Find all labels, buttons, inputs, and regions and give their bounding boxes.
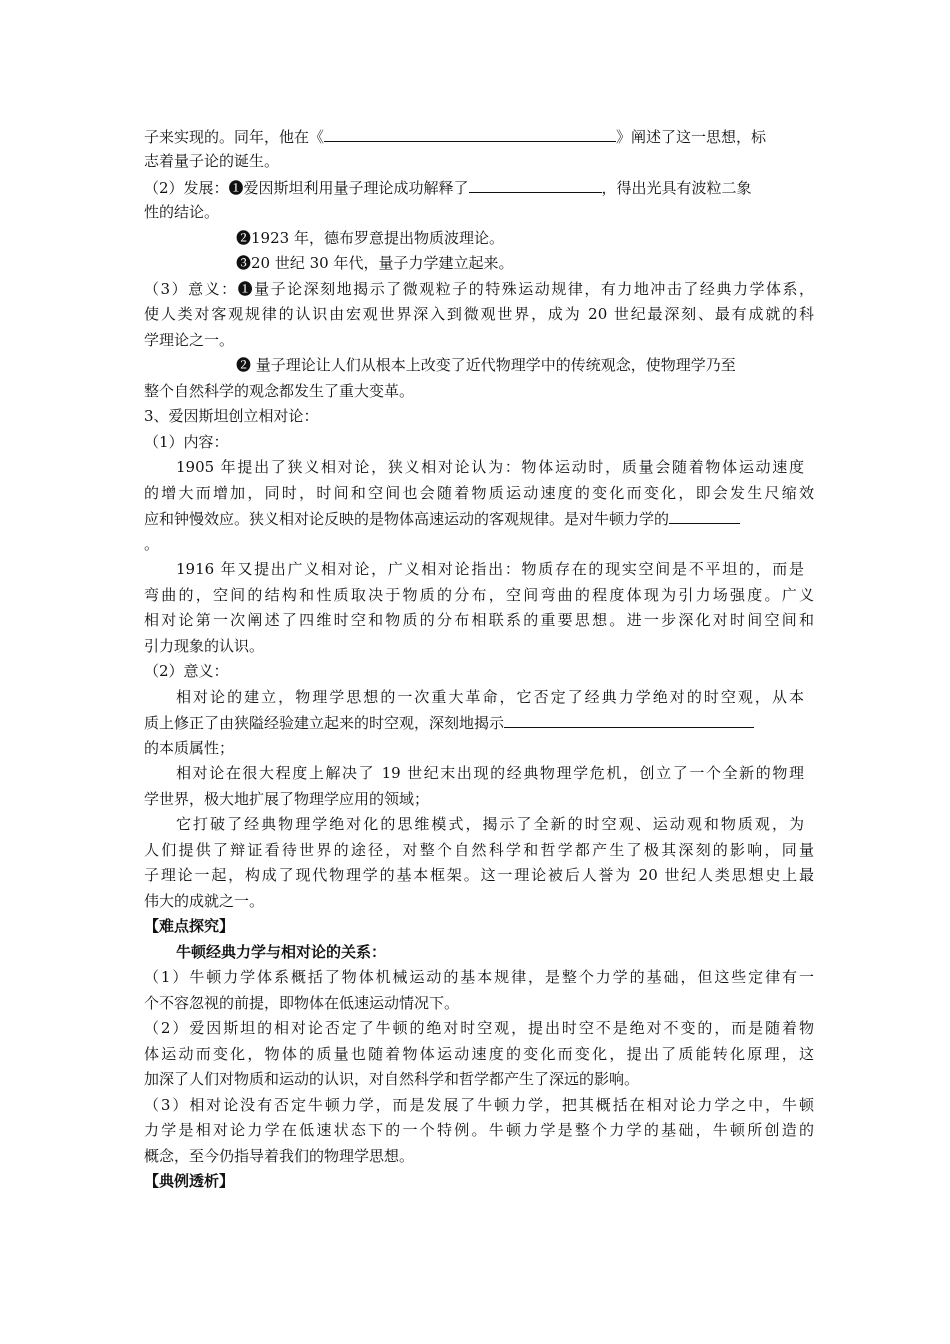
text-line: 的增大而增加，同时，时间和空间也会随着物质运动速度的变化而变化，即会发生尺缩效 — [144, 484, 814, 502]
subsection-heading: 牛顿经典力学与相对论的关系： — [176, 943, 387, 961]
text-line — [144, 506, 814, 530]
text-line: 学世界，极大地扩展了物理学应用的领域； — [144, 790, 430, 808]
text-line: 整个自然科学的观念都发生了重大变革。 — [144, 382, 415, 400]
subsection-heading: （1）内容： — [144, 433, 229, 451]
text-segment: ，得出光具有波粒二象 — [601, 179, 752, 197]
fill-in-blank-paper-title[interactable] — [324, 124, 616, 142]
text-line: 人们提供了辩证看待世界的途径，对整个自然科学和哲学都产生了极其深刻的影响，同量 — [144, 841, 814, 859]
text-line: 。 — [144, 535, 160, 553]
text-line: 1916 年又提出广义相对论，广义相对论指出：物质存在的现实空间是不平坦的，而是 — [176, 560, 804, 578]
text-line: 的本质属性； — [144, 739, 235, 757]
text-line: 相对论第一次阐述了四维时空和物质的分布相联系的重要思想。进一步深化对时间空间和 — [144, 611, 814, 629]
text-line: 伟大的成就之一。 — [144, 892, 265, 910]
text-line: 相对论在很大程度上解决了 19 世纪末出现的经典物理学危机，创立了一个全新的物理 — [176, 764, 804, 782]
text-segment: 子来实现的。同年，他在《 — [144, 128, 325, 146]
text-segment: 应和钟慢效应。狭义相对论反映的是物体高速运动的客观规律。是对牛顿力学的 — [144, 510, 670, 528]
text-line: （2）爱因斯坦的相对论否定了牛顿的绝对时空观，提出时空不是绝对不变的，而是随着物 — [144, 1019, 814, 1037]
text-line: 引力现象的认识。 — [144, 637, 265, 655]
text-line: 它打破了经典物理学绝对化的思维模式，揭示了全新的时空观、运动观和物质观，为 — [176, 815, 804, 833]
text-line: （3）意义：❶量子论深刻地揭示了微观粒子的特殊运动规律，有力地冲击了经典力学体系， — [144, 280, 814, 298]
section-heading: 【典例透析】 — [144, 1172, 235, 1190]
text-line: 使人类对客观规律的认识由宏观世界深入到微观世界，成为 20 世纪最深刻、最有成就的科 — [144, 305, 814, 323]
text-line: 弯曲的，空间的结构和性质取决于物质的分布，空间弯曲的程度体现为引力场强度。广义 — [144, 586, 814, 604]
text-segment: （2）发展：❶爱因斯坦利用量子理论成功解释了 — [144, 179, 469, 197]
text-line: （3）相对论没有否定牛顿力学，而是发展了牛顿力学，把其概括在相对论力学之中，牛顿 — [144, 1096, 814, 1114]
text-line: 个不容忽视的前提，即物体在低速运动情况下。 — [144, 994, 460, 1012]
text-line — [144, 175, 814, 199]
fill-in-blank-photoelectric[interactable] — [469, 175, 602, 193]
text-line — [144, 124, 814, 148]
text-line: ❸20 世纪 30 年代，量子力学建立起来。 — [236, 254, 514, 272]
text-line: 体运动而变化，物体的质量也随着物体运动速度的变化而变化，提出了质能转化原理，这 — [144, 1045, 814, 1063]
text-line: ❷1923 年，德布罗意提出物质波理论。 — [236, 229, 504, 247]
section-heading: 【难点探究】 — [144, 917, 235, 935]
text-line: （1）牛顿力学体系概括了物体机械运动的基本规律，是整个力学的基础，但这些定律有一 — [144, 968, 814, 986]
text-line: 学理论之一。 — [144, 331, 235, 349]
section-heading: 3、爱因斯坦创立相对论： — [144, 407, 319, 425]
text-line: 力学是相对论力学在低速状态下的一个特例。牛顿力学是整个力学的基础，牛顿所创造的 — [144, 1121, 814, 1139]
fill-in-blank-spacetime[interactable] — [504, 710, 754, 728]
text-line: ❷ 量子理论让人们从根本上改变了近代物理学中的传统观念，使物理学乃至 — [236, 356, 736, 374]
text-line: 志着量子论的诞生。 — [144, 152, 280, 170]
text-line: 性的结论。 — [144, 203, 220, 221]
text-line: 子理论一起，构成了现代物理学的基本框架。这一理论被后人誉为 20 世纪人类思想史上最 — [144, 866, 814, 884]
text-line — [144, 710, 814, 734]
text-line: 概念，至今仍指导着我们的物理学思想。 — [144, 1147, 415, 1165]
text-line: 相对论的建立，物理学思想的一次重大革命，它否定了经典力学绝对的时空观，从本 — [176, 688, 804, 706]
text-segment: 》阐述了这一思想，标 — [616, 128, 767, 146]
fill-in-blank-newton[interactable] — [669, 506, 740, 524]
text-segment: 质上修正了由狭隘经验建立起来的时空观，深刻地揭示 — [144, 714, 505, 732]
text-line: 1905 年提出了狭义相对论，狭义相对论认为：物体运动时，质量会随着物体运动速度 — [176, 458, 804, 476]
text-line: 加深了人们对物质和运动的认识，对自然科学和哲学都产生了深远的影响。 — [144, 1070, 640, 1088]
subsection-heading: （2）意义： — [144, 662, 229, 680]
